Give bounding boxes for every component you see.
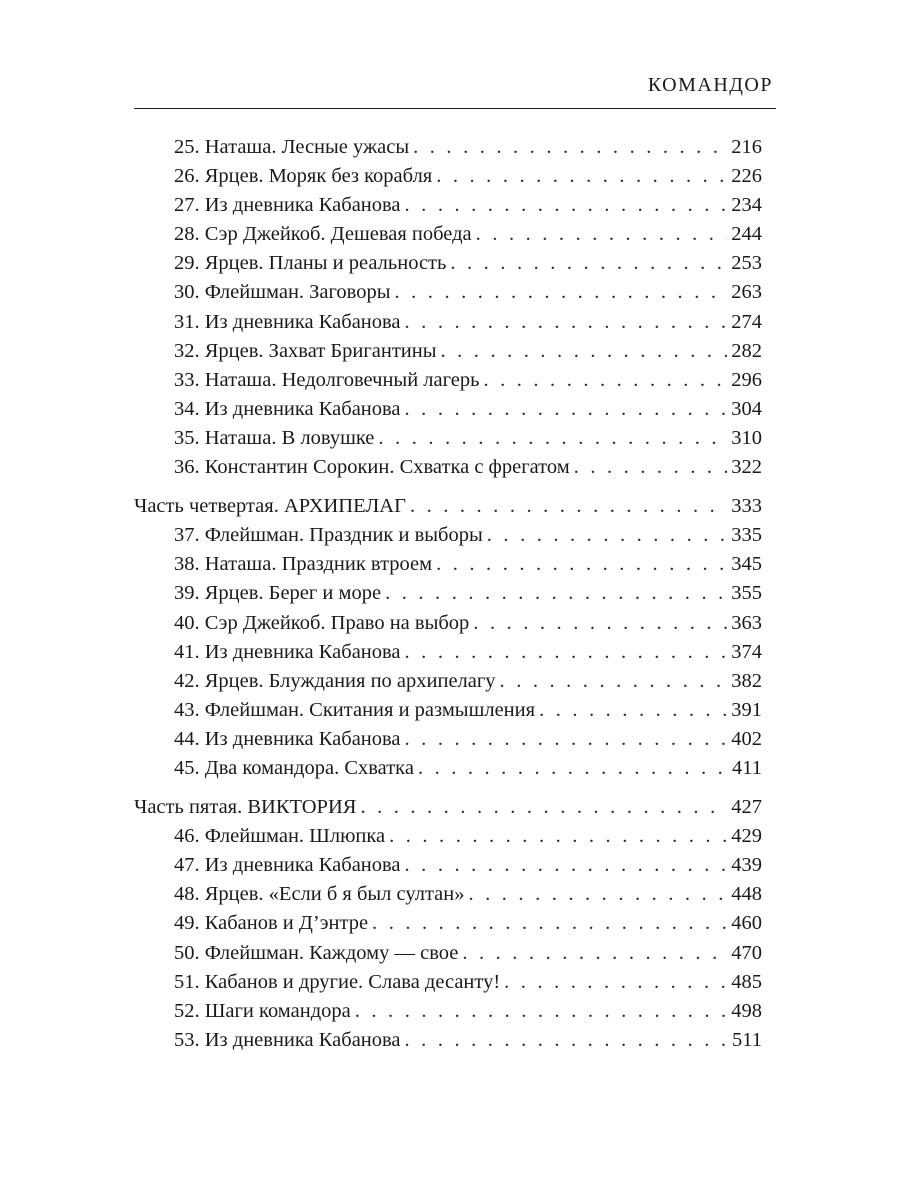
toc-entry-title: 51. Кабанов и другие. Слава десанту! xyxy=(174,970,501,993)
dot-leader xyxy=(539,696,727,725)
toc-entry-page: 296 xyxy=(731,368,762,391)
toc-entry-title: 30. Флейшман. Заговоры xyxy=(174,281,391,304)
toc-part-page: 427 xyxy=(731,796,762,819)
toc-entry-page: 335 xyxy=(731,524,762,547)
toc-entry xyxy=(134,997,762,1026)
toc-entry-page: 448 xyxy=(731,883,762,906)
dot-leader xyxy=(473,609,727,638)
toc-entry xyxy=(134,880,762,909)
toc-entry-page: 460 xyxy=(731,912,762,935)
dot-leader xyxy=(405,851,728,880)
toc-entry-title: 25. Наташа. Лесные ужасы xyxy=(174,136,410,158)
toc-entry xyxy=(134,822,762,851)
toc-entry xyxy=(134,133,762,162)
toc-entry xyxy=(134,754,762,783)
toc-entry-page: 322 xyxy=(731,456,762,479)
toc-part-heading-victoria xyxy=(134,793,762,822)
toc-entry-title: 47. Из дневника Кабанова xyxy=(174,854,401,877)
toc-entry-title: 43. Флейшман. Скитания и размышления xyxy=(174,698,536,721)
toc-entry-title: 26. Ярцев. Моряк без корабля xyxy=(174,165,433,188)
toc-entry-page: 439 xyxy=(731,854,762,877)
toc-entry-title: 50. Флейшман. Каждому — свое xyxy=(174,941,459,964)
toc-entry xyxy=(134,609,762,638)
toc-entry-page: 310 xyxy=(731,426,762,449)
toc-entry-page: 429 xyxy=(731,825,762,848)
dot-leader xyxy=(395,278,728,307)
toc-entry xyxy=(134,667,762,696)
table-of-contents xyxy=(134,133,762,1055)
toc-entry xyxy=(134,220,762,249)
dot-leader xyxy=(441,337,728,366)
toc-entry-title: 42. Ярцев. Блуждания по архипелагу xyxy=(174,669,496,692)
toc-entry-page: 391 xyxy=(731,698,762,721)
toc-entry xyxy=(134,1026,762,1055)
toc-entry-page: 511 xyxy=(732,1028,762,1051)
dot-leader xyxy=(500,667,728,696)
toc-entry-title: 45. Два командора. Схватка xyxy=(174,756,414,779)
toc-entry-page: 498 xyxy=(731,999,762,1022)
toc-entry-title: 40. Сэр Джейкоб. Право на выбор xyxy=(174,611,470,634)
dot-leader xyxy=(504,968,727,997)
toc-entry-page: 363 xyxy=(731,611,762,634)
dot-leader xyxy=(385,579,727,608)
toc-entry-page: 485 xyxy=(731,970,762,993)
toc-part-heading-archipelago xyxy=(134,492,762,521)
dot-leader xyxy=(574,453,728,482)
dot-leader xyxy=(487,521,727,550)
toc-entry-page: 304 xyxy=(731,397,762,420)
dot-leader xyxy=(378,424,727,453)
toc-entry-title: 37. Флейшман. Праздник и выборы xyxy=(174,524,483,547)
toc-entry-title: 34. Из дневника Кабанова xyxy=(174,397,401,420)
dot-leader xyxy=(418,754,728,783)
toc-entry xyxy=(134,366,762,395)
toc-entry xyxy=(134,696,762,725)
toc-entry-title: 52. Шаги командора xyxy=(174,999,351,1022)
dot-leader xyxy=(476,220,728,249)
toc-entry-title: 28. Сэр Джейкоб. Дешевая победа xyxy=(174,223,472,246)
toc-entry xyxy=(134,638,762,667)
toc-entry xyxy=(134,191,762,220)
toc-entry xyxy=(134,337,762,366)
toc-entry-title: 53. Из дневника Кабанова xyxy=(174,1028,401,1051)
dot-leader xyxy=(410,492,727,521)
dot-leader xyxy=(468,880,727,909)
toc-entry xyxy=(134,550,762,579)
toc-entry-title: 32. Ярцев. Захват Бригантины xyxy=(174,339,437,362)
toc-entry-page: 411 xyxy=(732,756,762,779)
toc-entry-title: 31. Из дневника Кабанова xyxy=(174,310,401,333)
toc-entry-title: 29. Ярцев. Планы и реальность xyxy=(174,252,447,275)
toc-entry-title: 41. Из дневника Кабанова xyxy=(174,640,401,663)
toc-entry-title: 27. Из дневника Кабанова xyxy=(174,194,401,217)
dot-leader xyxy=(450,249,727,278)
toc-entry xyxy=(134,424,762,453)
toc-entry-title: 46. Флейшман. Шлюпка xyxy=(174,825,386,848)
toc-entry xyxy=(134,851,762,880)
toc-entry-title: 44. Из дневника Кабанова xyxy=(174,727,401,750)
toc-entry-page: 382 xyxy=(731,669,762,692)
toc-entry-page: 253 xyxy=(731,252,762,275)
toc-entry-page: 263 xyxy=(731,281,762,304)
toc-entry-title: 49. Кабанов и Д’энтре xyxy=(174,912,369,935)
toc-entry xyxy=(134,162,762,191)
toc-entry-page: 234 xyxy=(731,194,762,217)
dot-leader xyxy=(405,725,728,754)
running-head: КОМАНДОР xyxy=(647,74,773,96)
toc-entry xyxy=(134,968,762,997)
toc-entry-title: 35. Наташа. В ловушке xyxy=(174,426,375,449)
toc-entry xyxy=(134,249,762,278)
dot-leader xyxy=(405,1026,728,1055)
toc-entry-title: 39. Ярцев. Берег и море xyxy=(174,582,382,605)
dot-leader xyxy=(413,133,727,162)
toc-entry xyxy=(134,725,762,754)
dot-leader xyxy=(355,997,728,1026)
toc-entry-title: 48. Ярцев. «Если б я был султан» xyxy=(174,883,465,906)
toc-entry xyxy=(134,579,762,608)
dot-leader xyxy=(372,909,727,938)
toc-entry xyxy=(134,909,762,938)
toc-entry xyxy=(134,939,762,968)
toc-entry-page: 345 xyxy=(731,553,762,576)
dot-leader xyxy=(389,822,727,851)
toc-entry-title: 38. Наташа. Праздник втроем xyxy=(174,553,433,576)
toc-entry xyxy=(134,453,762,482)
toc-entry xyxy=(134,278,762,307)
dot-leader xyxy=(405,395,728,424)
dot-leader xyxy=(436,550,727,579)
toc-entry-page: 374 xyxy=(731,640,762,663)
dot-leader xyxy=(405,308,728,337)
dot-leader xyxy=(462,939,727,968)
dot-leader xyxy=(483,366,727,395)
toc-entry xyxy=(134,395,762,424)
toc-entry-page: 226 xyxy=(731,165,762,188)
toc-entry-page: 216 xyxy=(731,136,762,158)
toc-entry xyxy=(134,521,762,550)
dot-leader xyxy=(360,793,727,822)
toc-entry-title: 33. Наташа. Недолговечный лагерь xyxy=(174,368,480,391)
toc-entry-page: 470 xyxy=(731,941,762,964)
toc-part-page: 333 xyxy=(731,495,762,518)
toc-part-title: Часть пятая. ВИКТОРИЯ xyxy=(134,796,357,819)
toc-entry-title: 36. Константин Сорокин. Схватка с фрегатом xyxy=(174,456,570,479)
toc-entry-page: 402 xyxy=(731,727,762,750)
toc-entry-page: 274 xyxy=(731,310,762,333)
dot-leader xyxy=(436,162,727,191)
toc-entry xyxy=(134,308,762,337)
header-rule xyxy=(134,108,776,109)
toc-part-title: Часть четвертая. АРХИПЕЛАГ xyxy=(134,495,406,518)
toc-entry-page: 244 xyxy=(731,223,762,246)
dot-leader xyxy=(405,638,728,667)
toc-entry-page: 355 xyxy=(731,582,762,605)
toc-entry-page: 282 xyxy=(731,339,762,362)
dot-leader xyxy=(405,191,728,220)
